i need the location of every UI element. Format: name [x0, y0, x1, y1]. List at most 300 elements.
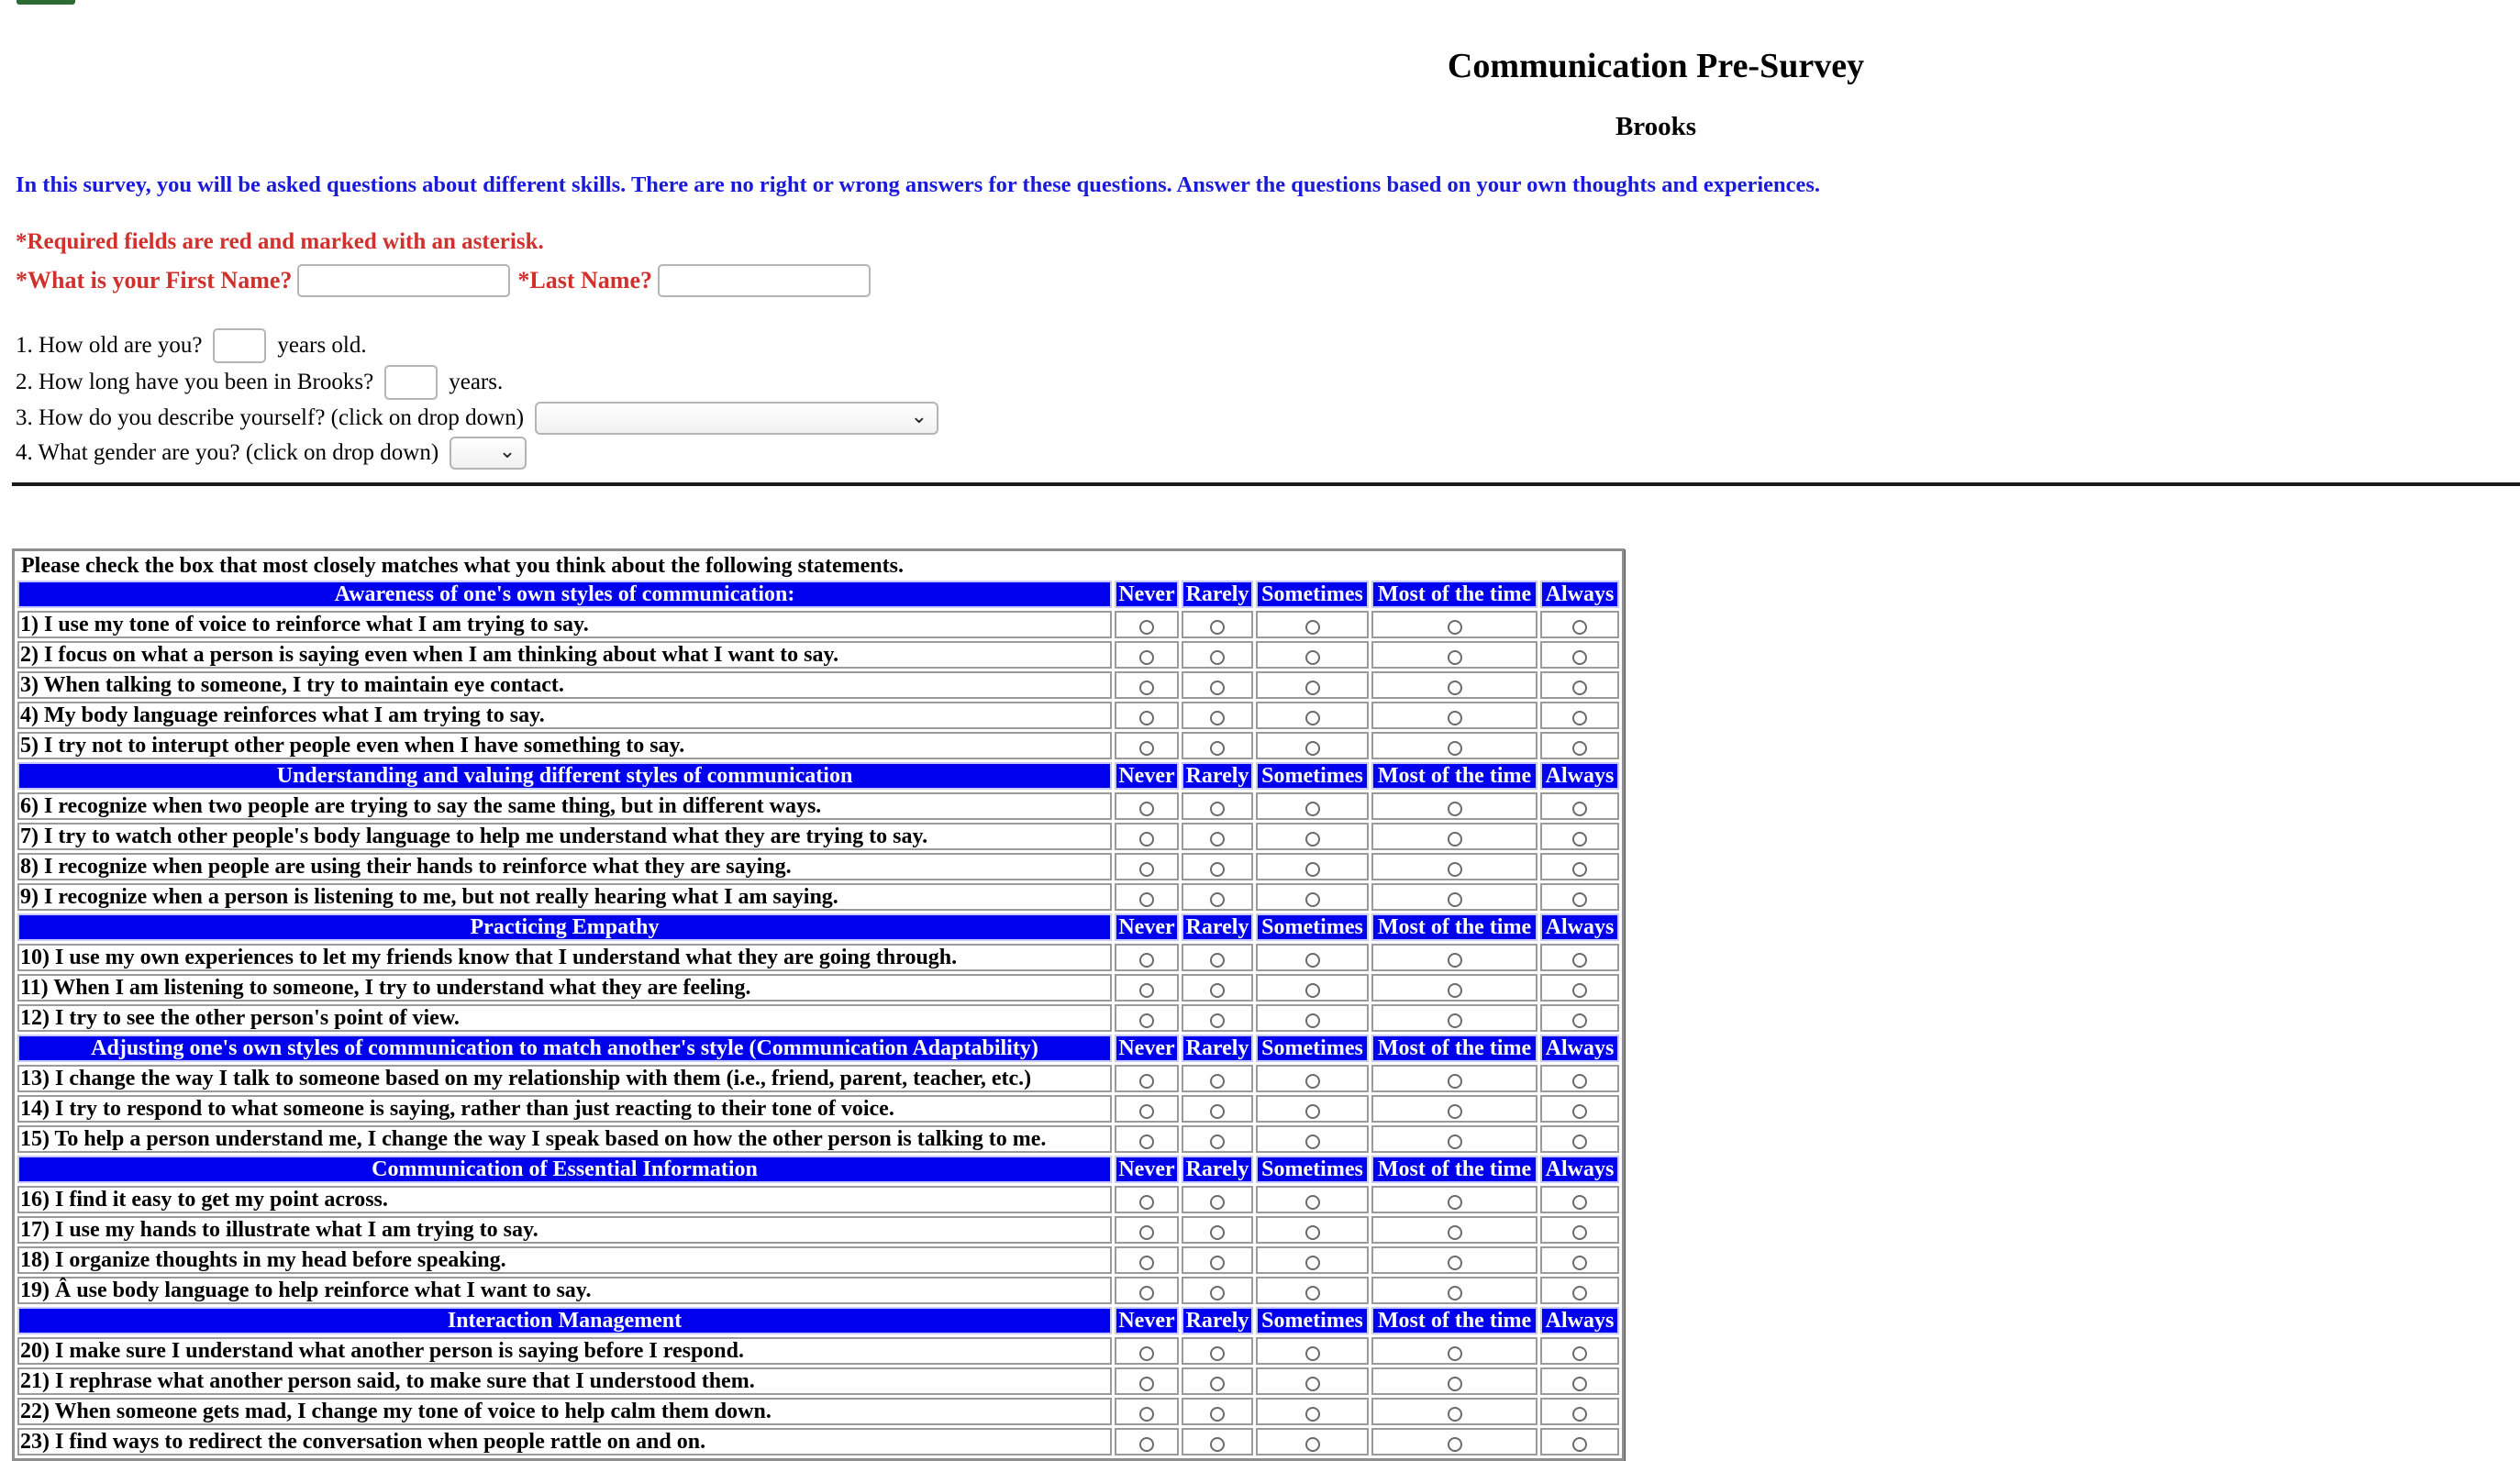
scale-header-never: Never: [1115, 581, 1179, 608]
answer-cell: [1256, 1186, 1369, 1213]
answer-cell: [1115, 853, 1179, 880]
radio-rarely-q5[interactable]: [1210, 741, 1225, 756]
radio-always-q13[interactable]: [1572, 1074, 1587, 1089]
question-row: [17, 702, 1619, 729]
radio-never-q15[interactable]: [1139, 1134, 1154, 1149]
chevron-down-icon: ⌄: [498, 440, 516, 463]
radio-sometimes-q15[interactable]: [1305, 1134, 1320, 1149]
answer-cell: [1182, 1277, 1253, 1304]
radio-sometimes-q12[interactable]: [1305, 1013, 1320, 1028]
answer-cell: [1371, 883, 1538, 911]
age-suffix: years old.: [277, 333, 367, 358]
radio-rarely-q20[interactable]: [1210, 1346, 1225, 1361]
answer-cell: [1371, 1367, 1538, 1395]
scale-header-never: Never: [1115, 1035, 1179, 1062]
gender-label: 4. What gender are you? (click on drop down): [16, 440, 439, 465]
answer-cell: [1540, 1216, 1619, 1244]
divider: [12, 482, 2520, 486]
radio-never-q3[interactable]: [1139, 681, 1154, 695]
answer-cell: [1540, 1004, 1619, 1032]
scale-header-rarely: Rarely: [1182, 581, 1253, 608]
radio-most-of-the-time-q13[interactable]: [1448, 1074, 1462, 1089]
chevron-down-icon: ⌄: [910, 405, 928, 428]
answer-cell: [1256, 1125, 1369, 1153]
answer-cell: [1371, 641, 1538, 669]
radio-most-of-the-time-q4[interactable]: [1448, 711, 1462, 725]
radio-sometimes-q17[interactable]: [1305, 1225, 1320, 1240]
radio-never-q20[interactable]: [1139, 1346, 1154, 1361]
radio-sometimes-q1[interactable]: [1305, 620, 1320, 635]
radio-always-q9[interactable]: [1572, 892, 1587, 907]
statement-text: 22) When someone gets mad, I change my tone of voice to help calm them down.: [17, 1398, 1112, 1425]
page-title: Communication Pre-Survey: [1447, 47, 1865, 85]
section-title: Communication of Essential Information: [17, 1156, 1112, 1183]
radio-rarely-q9[interactable]: [1210, 892, 1225, 907]
radio-always-q20[interactable]: [1572, 1346, 1587, 1361]
answer-cell: [1182, 671, 1253, 699]
radio-never-q19[interactable]: [1139, 1286, 1154, 1301]
answer-cell: [1540, 1398, 1619, 1425]
question-row: [17, 853, 1619, 880]
section-title: Adjusting one's own styles of communication to match another's style (Communication Adaptability): [17, 1035, 1112, 1062]
survey-table: [12, 548, 1625, 1461]
answer-cell: [1371, 1125, 1538, 1153]
answer-cell: [1256, 611, 1369, 638]
answer-cell: [1540, 853, 1619, 880]
question-row: [17, 1004, 1619, 1032]
radio-always-q5[interactable]: [1572, 741, 1587, 756]
answer-cell: [1540, 1095, 1619, 1123]
answer-cell: [1371, 974, 1538, 1002]
scale-header-rarely: Rarely: [1182, 913, 1253, 941]
radio-most-of-the-time-q22[interactable]: [1448, 1407, 1462, 1422]
answer-cell: [1540, 641, 1619, 669]
radio-never-q16[interactable]: [1139, 1195, 1154, 1210]
radio-most-of-the-time-q3[interactable]: [1448, 681, 1462, 695]
scale-header-most-of-the-time: Most of the time: [1371, 1307, 1538, 1334]
age-label: 1. How old are you?: [16, 333, 203, 358]
answer-cell: [1115, 1337, 1179, 1365]
answer-cell: [1256, 1004, 1369, 1032]
radio-never-q4[interactable]: [1139, 711, 1154, 725]
radio-rarely-q18[interactable]: [1210, 1256, 1225, 1270]
statement-text: 5) I try not to interupt other people even when I have something to say.: [17, 732, 1112, 759]
question-row: [17, 1337, 1619, 1365]
radio-sometimes-q21[interactable]: [1305, 1377, 1320, 1391]
radio-most-of-the-time-q1[interactable]: [1448, 620, 1462, 635]
question-row: [17, 641, 1619, 669]
statement-text: 2) I focus on what a person is saying even when I am thinking about what I want to say.: [17, 641, 1112, 669]
radio-sometimes-q18[interactable]: [1305, 1256, 1320, 1270]
answer-cell: [1256, 732, 1369, 759]
answer-cell: [1371, 1246, 1538, 1274]
scale-header-most-of-the-time: Most of the time: [1371, 1156, 1538, 1183]
radio-most-of-the-time-q10[interactable]: [1448, 953, 1462, 968]
answer-cell: [1115, 702, 1179, 729]
answer-cell: [1371, 1065, 1538, 1092]
radio-always-q15[interactable]: [1572, 1134, 1587, 1149]
scale-header-rarely: Rarely: [1182, 1035, 1253, 1062]
section-header: [17, 913, 1619, 941]
answer-cell: [1371, 671, 1538, 699]
statement-text: 8) I recognize when people are using their hands to reinforce what they are saying.: [17, 853, 1112, 880]
radio-always-q8[interactable]: [1572, 862, 1587, 877]
answer-cell: [1540, 1337, 1619, 1365]
scale-header-sometimes: Sometimes: [1256, 913, 1369, 941]
question-row: [17, 1216, 1619, 1244]
radio-sometimes-q5[interactable]: [1305, 741, 1320, 756]
scale-header-most-of-the-time: Most of the time: [1371, 913, 1538, 941]
answer-cell: [1540, 792, 1619, 820]
describe-dropdown[interactable]: [535, 402, 938, 435]
question-row: [17, 1246, 1619, 1274]
radio-never-q1[interactable]: [1139, 620, 1154, 635]
answer-cell: [1256, 1337, 1369, 1365]
radio-always-q11[interactable]: [1572, 983, 1587, 998]
question-age: [16, 328, 367, 363]
required-note: *Required fields are red and marked with an asterisk.: [16, 229, 544, 254]
radio-most-of-the-time-q21[interactable]: [1448, 1377, 1462, 1391]
radio-rarely-q17[interactable]: [1210, 1225, 1225, 1240]
answer-cell: [1182, 1186, 1253, 1213]
years-suffix: years.: [449, 370, 504, 394]
radio-never-q9[interactable]: [1139, 892, 1154, 907]
answer-cell: [1540, 1277, 1619, 1304]
answer-cell: [1540, 1367, 1619, 1395]
radio-sometimes-q6[interactable]: [1305, 802, 1320, 816]
answer-cell: [1115, 1216, 1179, 1244]
radio-always-q16[interactable]: [1572, 1195, 1587, 1210]
radio-rarely-q15[interactable]: [1210, 1134, 1225, 1149]
answer-cell: [1115, 1246, 1179, 1274]
statement-text: 21) I rephrase what another person said, to make sure that I understood them.: [17, 1367, 1112, 1395]
radio-most-of-the-time-q2[interactable]: [1448, 650, 1462, 665]
name-row: [16, 264, 871, 297]
radio-rarely-q13[interactable]: [1210, 1074, 1225, 1089]
years-input[interactable]: [384, 365, 438, 400]
answer-cell: [1182, 1065, 1253, 1092]
answer-cell: [1256, 792, 1369, 820]
answer-cell: [1371, 1337, 1538, 1365]
years-label: 2. How long have you been in Brooks?: [16, 370, 374, 394]
answer-cell: [1540, 974, 1619, 1002]
answer-cell: [1256, 1216, 1369, 1244]
radio-most-of-the-time-q9[interactable]: [1448, 892, 1462, 907]
radio-most-of-the-time-q20[interactable]: [1448, 1346, 1462, 1361]
radio-rarely-q19[interactable]: [1210, 1286, 1225, 1301]
instructions-row: [17, 554, 1619, 578]
radio-rarely-q2[interactable]: [1210, 650, 1225, 665]
answer-cell: [1540, 702, 1619, 729]
answer-cell: [1115, 883, 1179, 911]
question-describe-yourself: [16, 402, 938, 435]
radio-rarely-q22[interactable]: [1210, 1407, 1225, 1422]
statement-text: 7) I try to watch other people's body language to help me understand what they are trying to say.: [17, 823, 1112, 850]
section-header: [17, 1035, 1619, 1062]
radio-always-q1[interactable]: [1572, 620, 1587, 635]
radio-rarely-q16[interactable]: [1210, 1195, 1225, 1210]
answer-cell: [1540, 1065, 1619, 1092]
statement-text: 9) I recognize when a person is listening to me, but not really hearing what I am saying.: [17, 883, 1112, 911]
question-row: [17, 611, 1619, 638]
radio-most-of-the-time-q11[interactable]: [1448, 983, 1462, 998]
statement-text: 1) I use my tone of voice to reinforce what I am trying to say.: [17, 611, 1112, 638]
radio-sometimes-q11[interactable]: [1305, 983, 1320, 998]
radio-sometimes-q10[interactable]: [1305, 953, 1320, 968]
scale-header-always: Always: [1540, 762, 1619, 790]
radio-sometimes-q14[interactable]: [1305, 1104, 1320, 1119]
question-row: [17, 883, 1619, 911]
answer-cell: [1371, 732, 1538, 759]
scale-header-most-of-the-time: Most of the time: [1371, 581, 1538, 608]
radio-most-of-the-time-q17[interactable]: [1448, 1225, 1462, 1240]
answer-cell: [1182, 702, 1253, 729]
question-row: [17, 792, 1619, 820]
radio-always-q17[interactable]: [1572, 1225, 1587, 1240]
answer-cell: [1115, 1367, 1179, 1395]
radio-always-q23[interactable]: [1572, 1437, 1587, 1452]
question-row: [17, 944, 1619, 971]
radio-sometimes-q20[interactable]: [1305, 1346, 1320, 1361]
radio-rarely-q1[interactable]: [1210, 620, 1225, 635]
radio-sometimes-q9[interactable]: [1305, 892, 1320, 907]
statement-text: 11) When I am listening to someone, I try to understand what they are feeling.: [17, 974, 1112, 1002]
radio-never-q11[interactable]: [1139, 983, 1154, 998]
radio-sometimes-q19[interactable]: [1305, 1286, 1320, 1301]
question-row: [17, 671, 1619, 699]
answer-cell: [1371, 1428, 1538, 1455]
radio-never-q7[interactable]: [1139, 832, 1154, 847]
radio-sometimes-q23[interactable]: [1305, 1437, 1320, 1452]
scale-header-always: Always: [1540, 1307, 1619, 1334]
answer-cell: [1182, 792, 1253, 820]
statement-text: 14) I try to respond to what someone is saying, rather than just reacting to their tone of voice.: [17, 1095, 1112, 1123]
radio-most-of-the-time-q23[interactable]: [1448, 1437, 1462, 1452]
radio-always-q10[interactable]: [1572, 953, 1587, 968]
radio-always-q22[interactable]: [1572, 1407, 1587, 1422]
radio-never-q8[interactable]: [1139, 862, 1154, 877]
radio-always-q4[interactable]: [1572, 711, 1587, 725]
statement-text: 10) I use my own experiences to let my friends know that I understand what they are going through.: [17, 944, 1112, 971]
answer-cell: [1115, 732, 1179, 759]
radio-most-of-the-time-q15[interactable]: [1448, 1134, 1462, 1149]
scale-header-never: Never: [1115, 913, 1179, 941]
answer-cell: [1371, 1095, 1538, 1123]
statement-text: 4) My body language reinforces what I am trying to say.: [17, 702, 1112, 729]
statement-text: 13) I change the way I talk to someone based on my relationship with them (i.e., friend, parent, teacher, etc.): [17, 1065, 1112, 1092]
radio-rarely-q23[interactable]: [1210, 1437, 1225, 1452]
radio-rarely-q6[interactable]: [1210, 802, 1225, 816]
answer-cell: [1115, 1428, 1179, 1455]
radio-never-q13[interactable]: [1139, 1074, 1154, 1089]
statement-text: 23) I find ways to redirect the conversation when people rattle on and on.: [17, 1428, 1112, 1455]
radio-rarely-q8[interactable]: [1210, 862, 1225, 877]
scale-header-sometimes: Sometimes: [1256, 1307, 1369, 1334]
answer-cell: [1256, 1095, 1369, 1123]
radio-always-q3[interactable]: [1572, 681, 1587, 695]
describe-label: 3. How do you describe yourself? (click on drop down): [16, 405, 525, 430]
answer-cell: [1540, 671, 1619, 699]
radio-never-q23[interactable]: [1139, 1437, 1154, 1452]
radio-never-q2[interactable]: [1139, 650, 1154, 665]
answer-cell: [1182, 641, 1253, 669]
answer-cell: [1182, 1367, 1253, 1395]
radio-most-of-the-time-q12[interactable]: [1448, 1013, 1462, 1028]
radio-rarely-q7[interactable]: [1210, 832, 1225, 847]
gender-dropdown[interactable]: [450, 437, 527, 470]
question-row: [17, 1428, 1619, 1455]
radio-sometimes-q3[interactable]: [1305, 681, 1320, 695]
answer-cell: [1182, 611, 1253, 638]
statement-text: 3) When talking to someone, I try to maintain eye contact.: [17, 671, 1112, 699]
radio-most-of-the-time-q7[interactable]: [1448, 832, 1462, 847]
radio-always-q2[interactable]: [1572, 650, 1587, 665]
radio-sometimes-q7[interactable]: [1305, 832, 1320, 847]
scale-header-sometimes: Sometimes: [1256, 1156, 1369, 1183]
statement-text: 15) To help a person understand me, I change the way I speak based on how the other person is talking to me.: [17, 1125, 1112, 1153]
answer-cell: [1371, 1216, 1538, 1244]
answer-cell: [1115, 792, 1179, 820]
survey-instructions: Please check the box that most closely matches what you think about the following statements.: [21, 553, 904, 578]
question-row: [17, 1277, 1619, 1304]
answer-cell: [1256, 702, 1369, 729]
radio-sometimes-q13[interactable]: [1305, 1074, 1320, 1089]
scale-header-sometimes: Sometimes: [1256, 581, 1369, 608]
statement-text: 19) Â use body language to help reinforce what I want to say.: [17, 1277, 1112, 1304]
answer-cell: [1371, 702, 1538, 729]
radio-most-of-the-time-q16[interactable]: [1448, 1195, 1462, 1210]
section-header: [17, 1156, 1619, 1183]
answer-cell: [1256, 1246, 1369, 1274]
radio-rarely-q14[interactable]: [1210, 1104, 1225, 1119]
radio-most-of-the-time-q19[interactable]: [1448, 1286, 1462, 1301]
radio-sometimes-q4[interactable]: [1305, 711, 1320, 725]
answer-cell: [1540, 944, 1619, 971]
scale-header-never: Never: [1115, 1156, 1179, 1183]
answer-cell: [1115, 1095, 1179, 1123]
answer-cell: [1256, 1065, 1369, 1092]
statement-text: 18) I organize thoughts in my head before speaking.: [17, 1246, 1112, 1274]
section-header: [17, 581, 1619, 608]
answer-cell: [1371, 792, 1538, 820]
section-title: Practicing Empathy: [17, 913, 1112, 941]
radio-sometimes-q22[interactable]: [1305, 1407, 1320, 1422]
section-title: Understanding and valuing different styles of communication: [17, 762, 1112, 790]
radio-never-q12[interactable]: [1139, 1013, 1154, 1028]
answer-cell: [1182, 853, 1253, 880]
answer-cell: [1371, 1186, 1538, 1213]
radio-always-q7[interactable]: [1572, 832, 1587, 847]
radio-sometimes-q16[interactable]: [1305, 1195, 1320, 1210]
radio-rarely-q4[interactable]: [1210, 711, 1225, 725]
radio-sometimes-q2[interactable]: [1305, 650, 1320, 665]
scale-header-always: Always: [1540, 1156, 1619, 1183]
radio-never-q5[interactable]: [1139, 741, 1154, 756]
radio-never-q18[interactable]: [1139, 1256, 1154, 1270]
answer-cell: [1182, 732, 1253, 759]
radio-always-q18[interactable]: [1572, 1256, 1587, 1270]
radio-never-q6[interactable]: [1139, 802, 1154, 816]
answer-cell: [1256, 974, 1369, 1002]
statement-text: 17) I use my hands to illustrate what I am trying to say.: [17, 1216, 1112, 1244]
scale-header-never: Never: [1115, 762, 1179, 790]
first-name-input[interactable]: [297, 264, 510, 297]
answer-cell: [1371, 1398, 1538, 1425]
scale-header-rarely: Rarely: [1182, 1307, 1253, 1334]
last-name-input[interactable]: [658, 264, 871, 297]
radio-always-q6[interactable]: [1572, 802, 1587, 816]
radio-always-q19[interactable]: [1572, 1286, 1587, 1301]
question-row: [17, 1367, 1619, 1395]
answer-cell: [1540, 1125, 1619, 1153]
answer-cell: [1540, 883, 1619, 911]
answer-cell: [1182, 1428, 1253, 1455]
section-header: [17, 1307, 1619, 1334]
radio-rarely-q21[interactable]: [1210, 1377, 1225, 1391]
answer-cell: [1371, 944, 1538, 971]
answer-cell: [1540, 1186, 1619, 1213]
radio-never-q10[interactable]: [1139, 953, 1154, 968]
answer-cell: [1540, 611, 1619, 638]
answer-cell: [1115, 611, 1179, 638]
answer-cell: [1256, 671, 1369, 699]
answer-cell: [1540, 732, 1619, 759]
answer-cell: [1115, 641, 1179, 669]
scale-header-most-of-the-time: Most of the time: [1371, 1035, 1538, 1062]
answer-cell: [1182, 1095, 1253, 1123]
radio-never-q21[interactable]: [1139, 1377, 1154, 1391]
radio-never-q17[interactable]: [1139, 1225, 1154, 1240]
statement-text: 20) I make sure I understand what another person is saying before I respond.: [17, 1337, 1112, 1365]
radio-rarely-q12[interactable]: [1210, 1013, 1225, 1028]
answer-cell: [1256, 1277, 1369, 1304]
radio-always-q12[interactable]: [1572, 1013, 1587, 1028]
question-gender: [16, 437, 527, 470]
intro-text: In this survey, you will be asked questions about different skills. There are no right or wrong answers for these questions. Answer the questions based on your own thoughts and experiences.: [16, 172, 1821, 197]
radio-most-of-the-time-q5[interactable]: [1448, 741, 1462, 756]
radio-rarely-q10[interactable]: [1210, 953, 1225, 968]
radio-most-of-the-time-q8[interactable]: [1448, 862, 1462, 877]
answer-cell: [1371, 611, 1538, 638]
answer-cell: [1256, 641, 1369, 669]
answer-cell: [1371, 823, 1538, 850]
radio-rarely-q3[interactable]: [1210, 681, 1225, 695]
radio-most-of-the-time-q14[interactable]: [1448, 1104, 1462, 1119]
radio-always-q21[interactable]: [1572, 1377, 1587, 1391]
radio-sometimes-q8[interactable]: [1305, 862, 1320, 877]
radio-most-of-the-time-q6[interactable]: [1448, 802, 1462, 816]
answer-cell: [1115, 944, 1179, 971]
age-input[interactable]: [213, 328, 266, 363]
answer-cell: [1256, 823, 1369, 850]
answer-cell: [1371, 1277, 1538, 1304]
section-header: [17, 762, 1619, 790]
radio-never-q22[interactable]: [1139, 1407, 1154, 1422]
answer-cell: [1115, 1277, 1179, 1304]
radio-rarely-q11[interactable]: [1210, 983, 1225, 998]
statement-text: 16) I find it easy to get my point across.: [17, 1186, 1112, 1213]
answer-cell: [1115, 1065, 1179, 1092]
statement-text: 12) I try to see the other person's point of view.: [17, 1004, 1112, 1032]
radio-always-q14[interactable]: [1572, 1104, 1587, 1119]
radio-most-of-the-time-q18[interactable]: [1448, 1256, 1462, 1270]
answer-cell: [1540, 1246, 1619, 1274]
answer-cell: [1256, 1367, 1369, 1395]
radio-never-q14[interactable]: [1139, 1104, 1154, 1119]
answer-cell: [1182, 1216, 1253, 1244]
answer-cell: [1115, 1186, 1179, 1213]
answer-cell: [1182, 944, 1253, 971]
